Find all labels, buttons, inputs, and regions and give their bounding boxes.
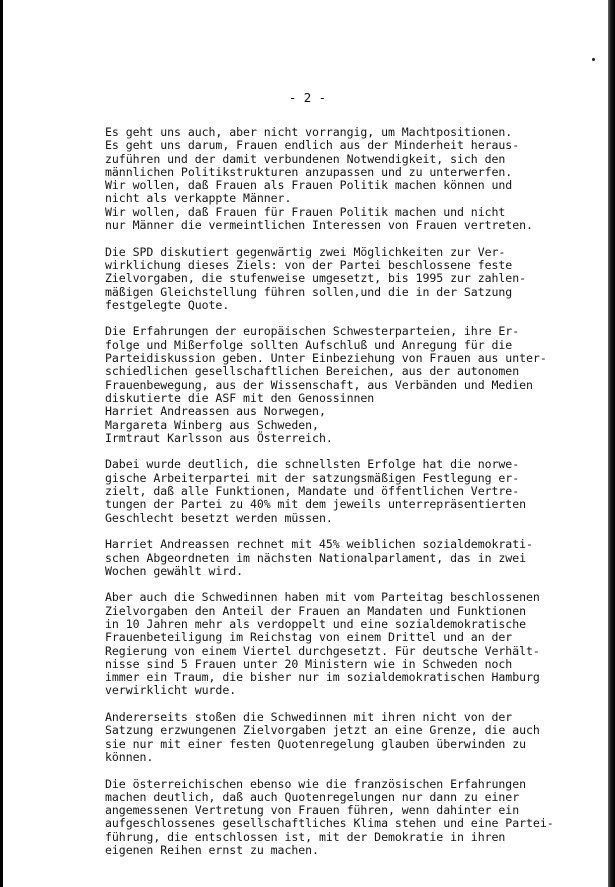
scan-edge-left <box>0 0 3 887</box>
text-line: aufgeschlossenes gesellschaftliches Klima stehen und eine Partei- <box>105 816 554 831</box>
text-line: gische Arbeiterpartei mit der satzungsmäßigen Festlegung er- <box>105 470 520 485</box>
paragraph <box>105 246 560 312</box>
text-line: eigenen Reihen ernst zu machen. <box>105 843 319 858</box>
text-line: Parteidiskussion geben. Unter Einbeziehung von Frauen aus unter- <box>105 351 547 366</box>
document-body <box>105 126 560 871</box>
text-line: diskutierte die ASF mit den Genossinnen <box>105 390 375 405</box>
paragraph <box>105 538 560 578</box>
text-line: Die Erfahrungen der europäischen Schwesterparteien, ihre Er- <box>105 324 520 339</box>
text-line: Zielvorgaben den Anteil der Frauen an Mandaten und Funktionen <box>105 603 527 618</box>
paragraph <box>105 325 560 445</box>
text-line: schen Abgeordneten im nächsten Nationalparlament, das in zwei <box>105 550 527 565</box>
text-line: Frauenbeteiligung im Reichstag von einem Drittel und an der <box>105 630 513 645</box>
text-line: Es geht uns auch, aber nicht vorrangig, um Machtpositionen. <box>105 125 513 139</box>
text-line: festgelegte Quote. <box>105 297 230 312</box>
text-line: führung, die entschlossen ist, mit der Demokratie in ihren <box>105 829 506 844</box>
text-line: können. <box>105 749 154 764</box>
text-line: Wochen gewählt wird. <box>105 563 244 578</box>
text-line: Die SPD diskutiert gegenwärtig zwei Möglichkeiten zur Ver- <box>105 244 506 259</box>
text-line: Satzung erzwungenen Zielvorgaben jetzt an eine Grenze, die auch <box>105 723 540 738</box>
text-line: folge und Mißerfolge sollten Aufschluß und Anregung für die <box>105 337 513 352</box>
text-line: machen deutlich, daß auch Quotenregelungen nur dann zu einer <box>105 789 520 804</box>
paragraph <box>105 126 560 232</box>
text-line: Andererseits stoßen die Schwedinnen mit ihren nicht von der <box>105 710 513 725</box>
text-line: Harriet Andreassen rechnet mit 45% weiblichen sozialdemokrati- <box>105 537 533 552</box>
text-line: zuführen und der damit verbundenen Notwendigkeit, sich den <box>105 151 506 166</box>
scan-edge-right <box>608 0 615 887</box>
text-line: Es geht uns darum, Frauen endlich aus der Minderheit heraus- <box>105 138 520 153</box>
text-line: Margareta Winberg aus Schweden, <box>105 417 319 432</box>
text-line: Irmtraut Karlsson aus Österreich. <box>105 430 333 445</box>
text-line: immer ein Traum, die bisher nur im sozialdemokratischen Hamburg <box>105 670 540 685</box>
text-line: Regierung von einem Viertel durchgesetzt. Für deutsche Verhält- <box>105 643 540 658</box>
text-line: nicht als verkappte Männer. <box>105 191 292 206</box>
paragraph <box>105 711 560 764</box>
text-line: Wir wollen, daß Frauen als Frauen Politik machen können und <box>105 178 513 193</box>
text-line: männlichen Politikstrukturen anzupassen und zu unterwerfen. <box>105 164 513 179</box>
text-line: Dabei wurde deutlich, die schnellsten Erfolge hat die norwe- <box>105 457 520 472</box>
scan-speck <box>592 58 595 61</box>
paragraph <box>105 458 560 524</box>
text-line: verwirklicht wurde. <box>105 683 237 698</box>
text-line: in 10 Jahren mehr als verdoppelt und eine sozialdemokratische <box>105 616 527 631</box>
paragraph <box>105 591 560 697</box>
text-line: Die österreichischen ebenso wie die französischen Erfahrungen <box>105 776 527 791</box>
paragraph <box>105 778 560 858</box>
text-line: nisse sind 5 Frauen unter 20 Ministern wie in Schweden noch <box>105 656 513 671</box>
page-number: - 2 - <box>288 90 327 105</box>
text-line: sie nur mit einer festen Quotenregelung glauben überwinden zu <box>105 736 527 751</box>
text-line: Geschlecht besetzt werden müssen. <box>105 510 333 525</box>
text-line: wirklichung dieses Ziels: von der Partei beschlossene feste <box>105 257 513 272</box>
text-line: Aber auch die Schwedinnen haben mit vom Parteitag beschlossenen <box>105 590 540 605</box>
text-line: Zielvorgaben, die stufenweise umgesetzt, bis 1995 zur zahlen- <box>105 271 527 286</box>
text-line: Harriet Andreassen aus Norwegen, <box>105 404 326 419</box>
text-line: zielt, daß alle Funktionen, Mandate und öffentlichen Vertre- <box>105 484 520 499</box>
text-line: Frauenbewegung, aus der Wissenschaft, aus Verbänden und Medien <box>105 377 533 392</box>
text-line: tungen der Partei zu 40% mit dem jeweils unterrepräsentierten <box>105 497 527 512</box>
text-line: Wir wollen, daß Frauen für Frauen Politik machen und nicht <box>105 204 506 219</box>
text-line: angemessenen Vertretung von Frauen führen, wenn dahinter ein <box>105 803 520 818</box>
text-line: schiedlichen gesellschaftlichen Bereichen, aus der autonomen <box>105 364 520 379</box>
text-line: nur Männer die vermeintlichen Interessen von Frauen vertreten. <box>105 218 533 233</box>
text-line: mäßigen Gleichstellung führen sollen,und die in der Satzung <box>105 284 513 299</box>
